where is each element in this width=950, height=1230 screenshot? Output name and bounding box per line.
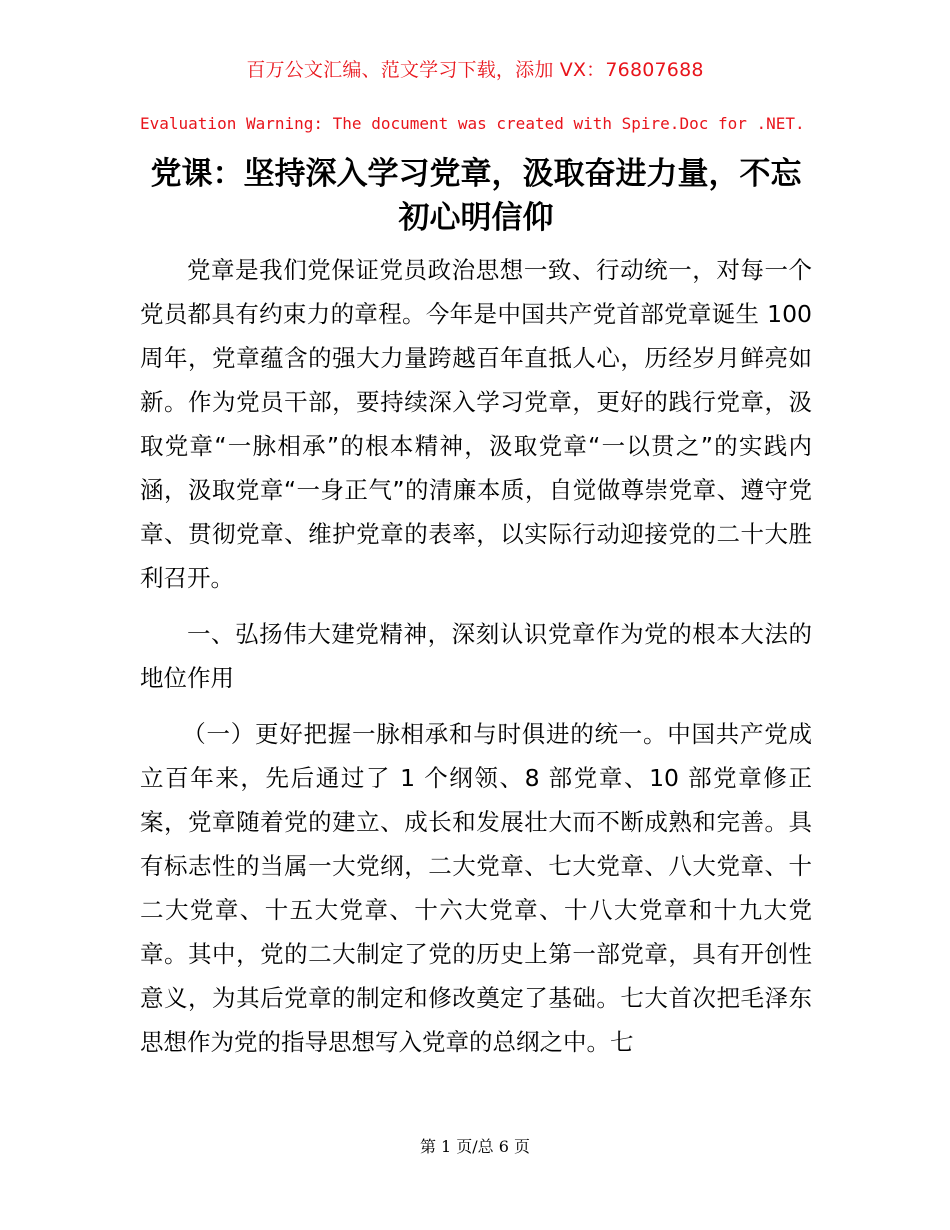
paragraph-intro: 党章是我们党保证党员政治思想一致、行动统一，对每一个党员都具有约束力的章程。今年是中国共产党首部党章诞生 100 周年，党章蕴含的强大力量跨越百年直抵人心，历经岁月鲜亮如新。作为党员干部，要持续深入学习党章，更好的践行党章，汲取党章“一脉相承”的根本精神，汲取党章“一以贯之”的实践内涵，汲取党章“一身正气”的清廉本质，自觉做尊崇党章、遵守党章、贯彻党章、维护党章的表率，以实际行动迎接党的二十大胜利召开。 bbox=[140, 256, 812, 592]
evaluation-warning: Evaluation Warning: The document was created with Spire.Doc for .NET. bbox=[140, 114, 805, 133]
page-number: 第 1 页/总 6 页 bbox=[419, 1137, 531, 1156]
paragraph-subsection-1: （一）更好把握一脉相承和与时俱进的统一。中国共产党成立百年来，先后通过了 1 个纲领、8 部党章、10 部党章修正案，党章随着党的建立、成长和发展壮大而不断成熟和完善。具有标志性的当属一大党纲，二大党章、七大党章、八大党章、十二大党章、十五大党章、十六大党章、十八大党章和十九大党章。其中，党的二大制定了党的历史上第一部党章，具有开创性意义，为其后党章的制定和修改奠定了基础。七大首次把毛泽东思想作为党的指导思想写入党章的总纲之中。七 bbox=[140, 720, 812, 1056]
document-title: 党课：坚持深入学习党章，汲取奋进力量，不忘初心明信仰 bbox=[150, 156, 802, 236]
section-heading-1: 一、弘扬伟大建党精神，深刻认识党章作为党的根本大法的地位作用 bbox=[140, 620, 812, 692]
document-body bbox=[140, 248, 812, 1076]
promo-banner-text: 百万公文汇编、范文学习下载，添加 VX：76807688 bbox=[246, 59, 704, 81]
